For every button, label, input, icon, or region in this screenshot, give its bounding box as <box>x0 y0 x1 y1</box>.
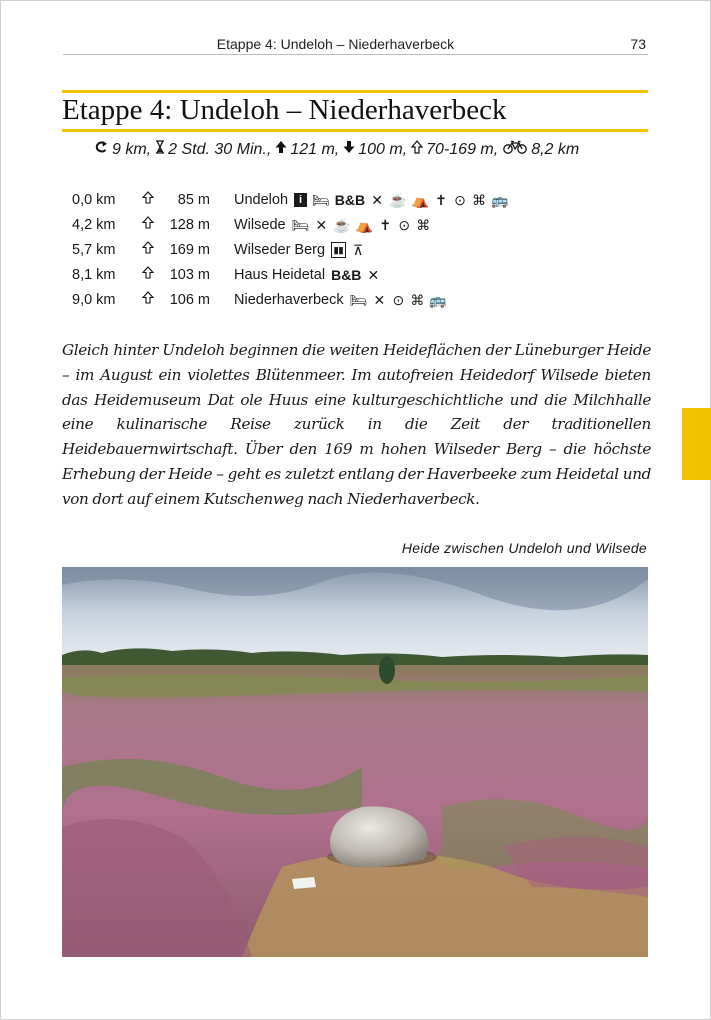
facility-icons <box>331 242 370 258</box>
bicycle-icon <box>502 140 528 159</box>
bed-and-breakfast-label: B&B <box>331 267 362 284</box>
route-km: 9,0 km <box>72 292 116 308</box>
altitude-range: 70-169 m, <box>426 140 499 158</box>
bus-icon: 🚌 <box>491 192 509 209</box>
altitude-arrow-icon <box>142 288 158 313</box>
heath-landscape-photo <box>62 567 648 957</box>
picnic-table-icon: ⊼ <box>352 242 364 259</box>
bed-icon: 🛏 <box>291 217 310 234</box>
route-place <box>234 188 513 213</box>
altitude-arrow-icon <box>411 140 423 159</box>
church-icon: ✝ <box>379 217 392 234</box>
route-place <box>234 213 435 238</box>
place-name: Wilseder Berg <box>234 242 326 258</box>
duration: 2 Std. 30 Min., <box>168 140 272 158</box>
descent: 100 m, <box>358 140 408 158</box>
stage-title: Etappe 4: Undeloh – Niederhaverbeck <box>62 94 507 126</box>
stage-summary <box>94 140 650 159</box>
altitude-arrow-icon <box>142 213 158 238</box>
info-icon: i <box>294 193 307 207</box>
cafe-icon: ☕ <box>333 217 351 234</box>
toilet-icon: ▮▮ <box>331 242 346 258</box>
sight-icon: ⊙ <box>454 192 466 209</box>
intro-paragraph: Gleich hinter Undeloh beginnen die weiten Heideflächen der Lüneburger Heide – im August ein violettes Blütenmeer. Im autofreien Heidedorf Wilsede bieten das Heidemuseum Dat ole Huus eine kulturgeschichtliche und die Milchhalle eine kulinarische Reise zurück in die Zeit der traditionellen Heidebauernwirtschaft. Über den 169 m hohen Wilseder Berg – die höchste Erhebung der Heide – geht es zuletzt entlang der Haverbeeke zum Heidetal und von dort auf einem Kutschenweg nach Niederhaverbeck. <box>62 341 651 508</box>
bus-icon: 🚌 <box>429 292 447 309</box>
bed-icon: 🛏 <box>312 192 330 209</box>
ascent-arrow-icon <box>275 140 287 159</box>
shop-icon: ⛺ <box>411 192 430 209</box>
bike-distance: 8,2 km <box>531 140 580 158</box>
route-altitude: 169 m <box>169 242 210 258</box>
route-place <box>234 288 452 313</box>
facility-icons <box>350 292 452 308</box>
hourglass-icon <box>155 140 165 159</box>
loop-arrow-icon <box>94 140 109 159</box>
bed-icon: 🛏 <box>349 292 368 309</box>
place-name: Wilsede <box>234 217 286 233</box>
facility-icons <box>292 217 436 233</box>
place-name: Undeloh <box>234 192 289 208</box>
place-name: Haus Heidetal <box>234 267 326 283</box>
shop-icon: ⛺ <box>355 217 374 234</box>
altitude-arrow-icon <box>142 188 158 213</box>
ascent: 121 m, <box>290 140 340 158</box>
route-km: 4,2 km <box>72 217 116 233</box>
altitude-arrow-icon <box>142 263 158 288</box>
restaurant-icon: ✕ <box>371 192 383 209</box>
restaurant-icon: ✕ <box>315 217 328 234</box>
chapter-tab <box>682 408 711 480</box>
route-altitude: 103 m <box>169 267 210 283</box>
title-block <box>62 90 648 132</box>
restaurant-icon: ✕ <box>373 292 386 309</box>
running-title: Etappe 4: Undeloh – Niederhaverbeck <box>216 36 455 52</box>
landmark-icon: ⌘ <box>472 192 487 209</box>
page-number: 73 <box>630 36 646 52</box>
altitude-arrow-icon <box>142 238 158 263</box>
restaurant-icon: ✕ <box>367 267 380 284</box>
photo-caption: Heide zwischen Undeloh und Wilsede <box>401 540 647 556</box>
cafe-icon: ☕ <box>389 192 407 209</box>
church-icon: ✝ <box>435 192 447 209</box>
sight-icon: ⊙ <box>392 292 405 309</box>
route-altitude: 85 m <box>177 192 210 208</box>
route-altitude: 106 m <box>169 292 210 308</box>
facility-icons <box>294 192 513 208</box>
route-altitude: 128 m <box>169 217 210 233</box>
landmark-icon: ⌘ <box>416 217 431 234</box>
route-place <box>234 238 370 263</box>
route-place <box>234 263 385 288</box>
facility-icons <box>331 267 385 283</box>
landmark-icon: ⌘ <box>410 292 425 309</box>
route-km: 0,0 km <box>72 192 116 208</box>
route-km: 8,1 km <box>72 267 116 283</box>
running-header <box>63 36 648 55</box>
sight-icon: ⊙ <box>398 217 411 234</box>
route-km: 5,7 km <box>72 242 116 258</box>
bed-and-breakfast-label: B&B <box>334 192 366 209</box>
descent-arrow-icon <box>343 140 355 159</box>
distance: 9 km, <box>112 140 152 158</box>
place-name: Niederhaverbeck <box>234 292 344 308</box>
